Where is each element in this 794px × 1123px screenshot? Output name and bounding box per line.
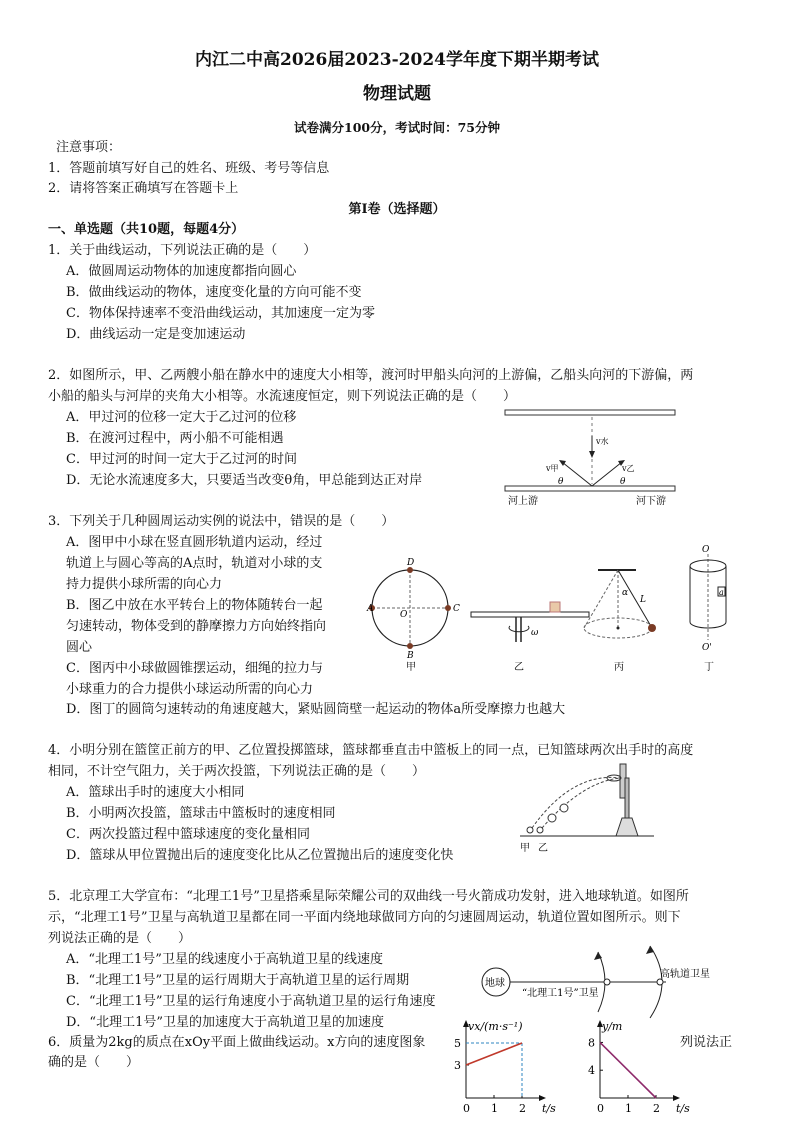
x-tick-label: 1	[625, 1102, 632, 1115]
y-tick-label: 8	[588, 1036, 595, 1050]
x-axis-arrow	[673, 1095, 680, 1101]
q5-stem-line1: 5．北京理工大学宣布：“北理工1号”卫星搭乘星际荣耀公司的双曲线一号火箭成功发射，进入地球轨道。如图所	[48, 889, 689, 904]
q2-stem-line2: 小船的船头与河岸的夹角大小相等。水流速度恒定，则下列说法正确的是（ ）	[48, 389, 517, 404]
y-axis-label: y/m	[602, 1020, 623, 1033]
q6-stem-line1-tail: 列说法正	[680, 1035, 733, 1050]
q4-stem-line2: 相同，不计空气阻力，关于两次投篮，下列说法正确的是（ ）	[48, 764, 426, 779]
q5-option-b: B．“北理工1号”卫星的运行周期大于高轨道卫星的运行周期	[66, 973, 410, 988]
q3-line: 小球重力的合力提供小球运动所需的向心力	[66, 682, 314, 697]
x-tick-label: 2	[653, 1102, 660, 1115]
q6-stem-line2: 确的是（ ）	[48, 1055, 140, 1070]
y-tick-label: 4	[588, 1064, 595, 1078]
q3-line: 圆心	[66, 640, 93, 655]
label-high-orbit-satellite: 高轨道卫星	[660, 969, 710, 980]
exam-subject: 物理试题	[363, 84, 431, 104]
q1-option-c: C．物体保持速率不变沿曲线运动，其加速度一定为零	[66, 306, 375, 321]
vx-t-graph	[438, 1018, 600, 1123]
q1-stem: 1．关于曲线运动，下列说法正确的是（ ）	[48, 243, 317, 258]
q5-stem-line3: 列说法正确的是（ ）	[48, 931, 192, 946]
notes-heading: 注意事项：	[56, 140, 122, 155]
q6-stem-line1: 6．质量为2kg的质点在xOy平面上做曲线运动。x方向的速度图象	[48, 1035, 426, 1050]
label-downstream: 河下游	[636, 496, 666, 507]
x-axis-label: t/s	[542, 1102, 556, 1115]
river-figure	[500, 404, 680, 510]
label-L: L	[640, 595, 646, 605]
label-bit1-satellite: “北理工1号”卫星	[522, 988, 599, 999]
satellite-orbit-figure	[478, 944, 754, 1020]
q3-line: 匀速转动，物体受到的静摩擦力方向始终指向	[66, 619, 327, 634]
basketball-figure	[512, 758, 657, 856]
q3-line: D．图丁的圆筒匀速转动的角速度越大，紧贴圆筒壁一起运动的物体a所受摩擦力也越大	[66, 702, 566, 717]
q1-option-a: A．做圆周运动物体的加速度都指向圆心	[66, 264, 297, 279]
position-jia: 甲	[520, 843, 530, 854]
y-tick-label: 3	[454, 1059, 461, 1072]
q3-line: 轨道上与圆心等高的A点时，轨道对小球的支	[66, 556, 323, 571]
q4-option-c: C．两次投篮过程中篮球速度的变化量相同	[66, 827, 310, 842]
q2-option-c: C．甲过河的时间一定大于乙过河的时间	[66, 452, 297, 467]
circular-motion-figure	[368, 540, 748, 700]
label-alpha: α	[622, 588, 629, 598]
exam-info: 试卷满分100分，考试时间：75分钟	[294, 120, 500, 135]
label-earth: 地球	[485, 978, 505, 989]
note-item: 1．答题前填写好自己的姓名、班级、考号等信息	[48, 161, 330, 176]
q3-line: B．图乙中放在水平转台上的物体随转台一起	[66, 598, 323, 613]
figure-label-jia: 甲	[406, 662, 416, 673]
series-line	[600, 1042, 656, 1098]
q3-stem: 3．下列关于几种圆周运动实例的说法中，错误的是（ ）	[48, 514, 395, 529]
q4-option-a: A．篮球出手时的速度大小相同	[66, 785, 245, 800]
label-omega: ω	[531, 628, 539, 638]
exam-title: 内江二中高2026届2023-2024学年度下期半期考试	[195, 50, 599, 70]
section-title: 一、单选题（共10题，每题4分）	[48, 222, 245, 237]
q2-stem-line1: 2．如图所示，甲、乙两艘小船在静水中的速度大小相等，渡河时甲船头向河的上游偏，乙船头向河的下游偏，两	[48, 368, 694, 383]
label-a: a	[719, 588, 724, 597]
label-v-water: v水	[596, 437, 609, 446]
q5-option-c: C．“北理工1号”卫星的运行角速度小于高轨道卫星的运行角速度	[66, 994, 436, 1009]
q4-stem-line1: 4．小明分别在篮筐正前方的甲、乙位置投掷篮球，篮球都垂直击中篮板上的同一点，已知篮球两次出手时的高度	[48, 743, 694, 758]
y-tick-label: 5	[454, 1037, 461, 1050]
point-C: C	[453, 604, 460, 614]
q2-option-b: B．在渡河过程中，两小船不可能相遇	[66, 431, 284, 446]
q1-option-d: D．曲线运动一定是变加速运动	[66, 327, 246, 342]
figure-label-bing: 丙	[614, 662, 624, 673]
q1-option-b: B．做曲线运动的物体，速度变化量的方向可能不变	[66, 285, 362, 300]
note-item: 2．请将答案正确填写在答题卡上	[48, 181, 239, 196]
y-axis-label: vx/(m·s⁻¹)	[468, 1020, 523, 1033]
q5-option-a: A．“北理工1号”卫星的线速度小于高轨道卫星的线速度	[66, 952, 383, 967]
x-axis-label: t/s	[676, 1102, 690, 1115]
label-theta-right: θ	[620, 477, 626, 487]
label-v-yi: v乙	[622, 464, 635, 473]
axis-label-O: O	[702, 545, 710, 555]
x-axis-arrow	[539, 1095, 546, 1101]
q3-line: 持力提供小球所需的向心力	[66, 577, 223, 592]
q4-option-b: B．小明两次投篮，篮球击中篮板时的速度相同	[66, 806, 336, 821]
label-upstream: 河上游	[508, 496, 538, 507]
q2-option-d: D．无论水流速度多大，只要适当改变θ角，甲总能到达正对岸	[66, 473, 423, 488]
point-A: A	[367, 604, 374, 614]
axis-label-O-prime: O'	[702, 643, 712, 653]
label-theta-left: θ	[558, 477, 564, 487]
point-D: D	[407, 558, 415, 568]
x-tick-label: 1	[491, 1102, 498, 1115]
point-B: B	[407, 651, 414, 661]
label-v-jia: v甲	[546, 464, 559, 473]
q3-line: A．图甲中小球在竖直圆形轨道内运动，经过	[66, 535, 323, 550]
x-tick-label: 0	[463, 1102, 470, 1115]
figure-label-ding: 丁	[704, 662, 714, 673]
position-yi: 乙	[538, 843, 548, 854]
q4-option-d: D．篮球从甲位置抛出后的速度变化比从乙位置抛出后的速度变化快	[66, 848, 454, 863]
q2-option-a: A．甲过河的位移一定大于乙过河的位移	[66, 410, 297, 425]
y-t-graph	[580, 1018, 700, 1123]
x-tick-label: 2	[519, 1102, 526, 1115]
point-O: O	[400, 610, 408, 620]
figure-label-yi: 乙	[514, 662, 524, 673]
x-tick-label: 0	[597, 1102, 604, 1115]
part-title: 第Ⅰ卷（选择题）	[348, 202, 446, 217]
q3-line: C．图丙中小球做圆锥摆运动，细绳的拉力与	[66, 661, 323, 676]
q5-stem-line2: 示，“北理工1号”卫星与高轨道卫星都在同一平面内绕地球做同方向的匀速圆周运动，轨道位置如图所示。则下	[48, 910, 681, 925]
q5-option-d: D．“北理工1号”卫星的加速度大于高轨道卫星的加速度	[66, 1015, 384, 1030]
series-line	[466, 1043, 522, 1065]
